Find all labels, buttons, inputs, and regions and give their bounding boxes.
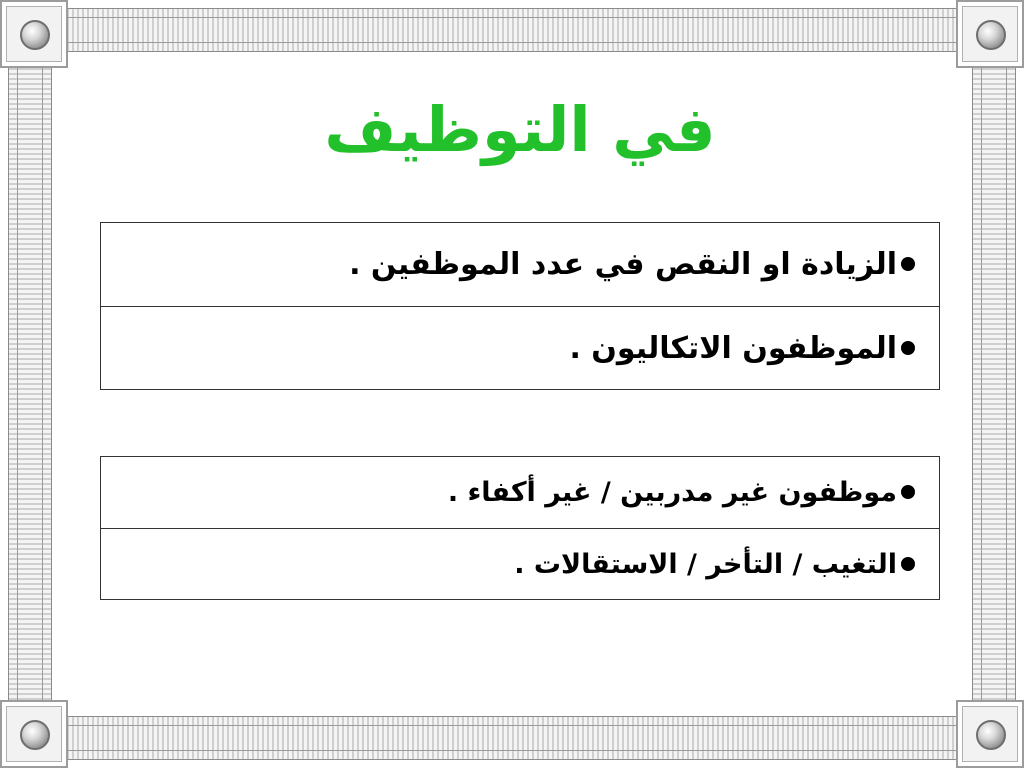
row-text: التغيب / التأخر / الاستقالات . [514, 549, 897, 580]
slide-title: في التوظيف [324, 93, 716, 166]
frame-bottom-rail [66, 716, 958, 760]
frame-corner-top-right [956, 0, 1024, 68]
table-row [101, 457, 939, 528]
rivet-icon [20, 720, 50, 750]
frame-corner-bottom-right [956, 700, 1024, 768]
row-text: الموظفون الاتكاليون . [569, 331, 897, 366]
table-row [101, 528, 939, 599]
bullet-dot-icon [901, 485, 915, 499]
row-text: موظفون غير مدربين / غير أكفاء . [447, 477, 897, 508]
table-row [101, 223, 939, 306]
frame-left-rail [8, 66, 52, 706]
rivet-icon [20, 20, 50, 50]
frame-top-rail [66, 8, 958, 52]
bullet-table-2 [100, 456, 940, 600]
frame-corner-bottom-left [0, 700, 68, 768]
row-text: الزيادة او النقص في عدد الموظفين . [349, 247, 897, 282]
bullet-dot-icon [901, 557, 915, 571]
frame-corner-top-left [0, 0, 68, 68]
bullet-dot-icon [901, 257, 915, 271]
frame-right-rail [972, 66, 1016, 706]
rivet-icon [976, 20, 1006, 50]
bullet-dot-icon [901, 341, 915, 355]
rivet-icon [976, 720, 1006, 750]
table-row [101, 306, 939, 389]
bullet-table-1 [100, 222, 940, 390]
